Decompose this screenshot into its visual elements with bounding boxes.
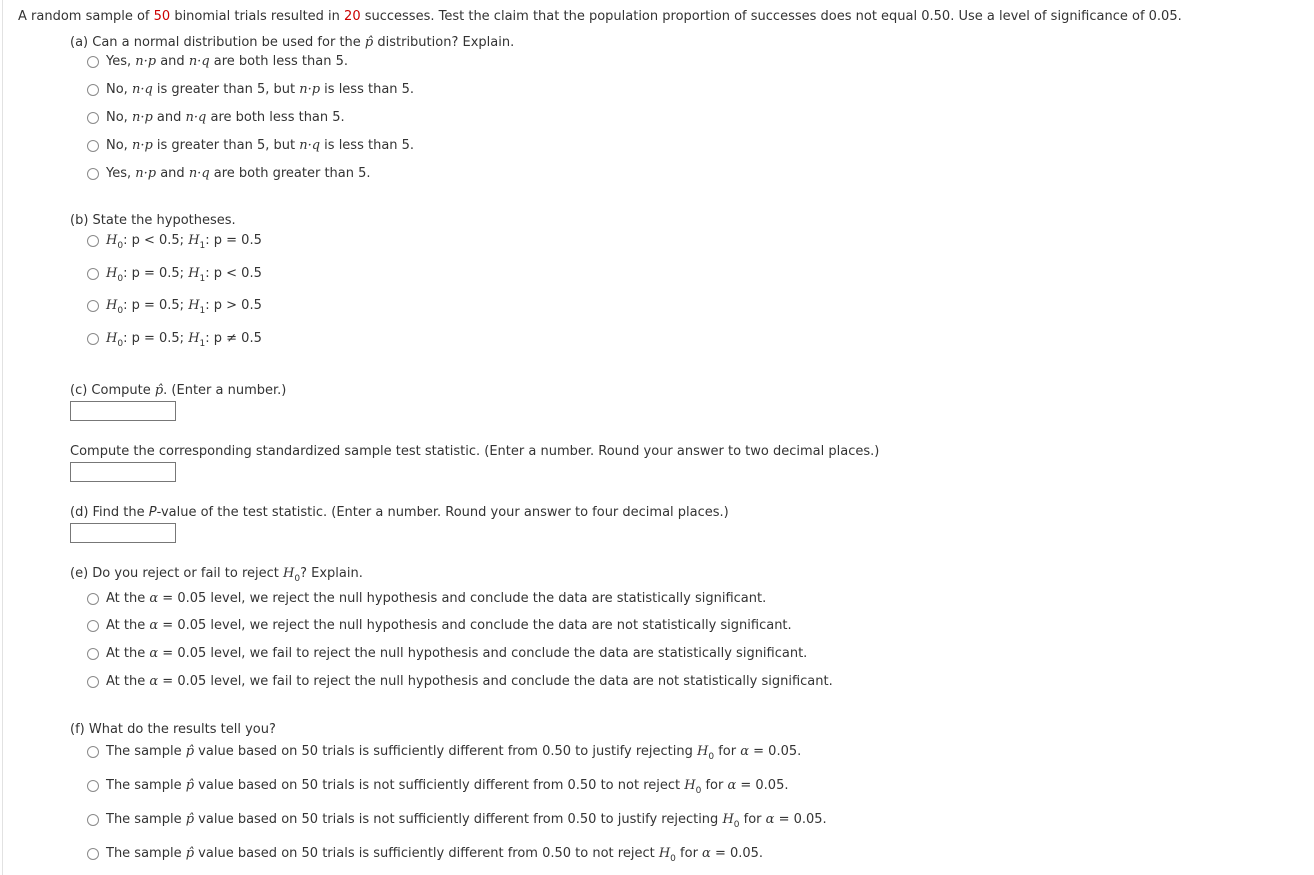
option-label: At the α = 0.05 level, we fail to reject the null hypothesis and conclude the data are not statistically significant. (106, 674, 833, 689)
question-f: (f) What do the results tell you? (70, 722, 276, 737)
option-label: At the α = 0.05 level, we fail to reject the null hypothesis and conclude the data are statistically significant. (106, 646, 808, 661)
option-b-1[interactable] (87, 233, 262, 249)
option-e-1[interactable] (87, 591, 766, 607)
radio-button[interactable] (87, 268, 99, 280)
radio-button[interactable] (87, 235, 99, 247)
radio-button[interactable] (87, 300, 99, 312)
question-e: (e) Do you reject or fail to reject $H_0$? Explain. (70, 566, 363, 584)
option-label: The sample p̂ value based on 50 trials is sufficiently different from 0.50 to not reject $H_0$ for α = 0.05. (106, 846, 764, 864)
option-e-2[interactable] (87, 618, 792, 634)
option-label: At the α = 0.05 level, we reject the null hypothesis and conclude the data are not statistically significant. (106, 618, 792, 633)
question-c-statistic: Compute the corresponding standardized sample test statistic. (Enter a number. Round your answer to two decimal places.) (70, 444, 880, 459)
p-hat-answer-input[interactable] (70, 401, 176, 421)
option-label: At the α = 0.05 level, we reject the null hypothesis and conclude the data are statistically significant. (106, 591, 767, 606)
radio-button[interactable] (87, 140, 99, 152)
test-statistic-input[interactable] (70, 462, 176, 482)
option-label: $H_0$: p = 0.5; $H_1$: p > 0.5 (106, 298, 262, 316)
p-hat-symbol: p̂ (154, 383, 164, 398)
option-label: No, n·q is greater than 5, but n·p is less than 5. (106, 82, 415, 97)
radio-button[interactable] (87, 593, 99, 605)
option-a-1[interactable] (87, 54, 348, 70)
option-label: No, n·p and n·q are both less than 5. (106, 110, 345, 125)
option-label: No, n·p is greater than 5, but n·q is less than 5. (106, 138, 415, 153)
successes-count: 20 (344, 9, 361, 24)
radio-button[interactable] (87, 333, 99, 345)
problem-statement (18, 9, 1182, 25)
radio-button[interactable] (87, 112, 99, 124)
left-border (2, 0, 3, 875)
intro-text-2: binomial trials resulted in (170, 9, 345, 24)
question-d: (d) Find the P-value of the test statistic. (Enter a number. Round your answer to four decimal places.) (70, 505, 729, 520)
p-hat-symbol: p̂ (364, 35, 374, 50)
option-label: The sample p̂ value based on 50 trials is not sufficiently different from 0.50 to not reject $H_0$ for α = 0.05. (106, 778, 789, 796)
option-label: The sample p̂ value based on 50 trials is not sufficiently different from 0.50 to justify rejecting $H_0$ for α = 0.05. (106, 812, 827, 830)
radio-button[interactable] (87, 168, 99, 180)
option-b-4[interactable] (87, 331, 262, 347)
option-f-1[interactable] (87, 744, 801, 760)
option-f-2[interactable] (87, 778, 789, 794)
option-b-2[interactable] (87, 266, 262, 282)
question-a-text-end: distribution? Explain. (373, 35, 515, 50)
radio-button[interactable] (87, 648, 99, 660)
option-f-3[interactable] (87, 812, 827, 828)
option-label: The sample p̂ value based on 50 trials is sufficiently different from 0.50 to justify rejecting $H_0$ for α = 0.05. (106, 744, 802, 762)
option-label: $H_0$: p < 0.5; $H_1$: p = 0.5 (106, 233, 262, 251)
question-a-text: (a) Can a normal distribution be used for the (70, 35, 365, 50)
p-value-input[interactable] (70, 523, 176, 543)
radio-button[interactable] (87, 746, 99, 758)
option-f-4[interactable] (87, 846, 763, 862)
option-a-2[interactable] (87, 82, 414, 98)
option-label: $H_0$: p = 0.5; $H_1$: p < 0.5 (106, 266, 262, 284)
option-a-4[interactable] (87, 138, 414, 154)
intro-text-3: successes. Test the claim that the population proportion of successes does not equal 0.50. Use a level of significance of 0.05. (360, 9, 1182, 24)
radio-button[interactable] (87, 56, 99, 68)
option-e-4[interactable] (87, 674, 833, 690)
trials-count: 50 (153, 9, 171, 24)
option-a-5[interactable] (87, 166, 371, 182)
radio-button[interactable] (87, 814, 99, 826)
option-label: Yes, n·p and n·q are both less than 5. (106, 54, 348, 69)
option-label: Yes, n·p and n·q are both greater than 5. (106, 166, 371, 181)
question-c: (c) Compute p̂. (Enter a number.) (70, 383, 287, 398)
intro-text-1: A random sample of (18, 9, 154, 24)
radio-button[interactable] (87, 848, 99, 860)
question-a (70, 35, 514, 51)
option-e-3[interactable] (87, 646, 807, 662)
radio-button[interactable] (87, 780, 99, 792)
option-b-3[interactable] (87, 298, 262, 314)
option-label: $H_0$: p = 0.5; $H_1$: p ≠ 0.5 (106, 331, 262, 349)
question-b: (b) State the hypotheses. (70, 213, 236, 228)
option-a-3[interactable] (87, 110, 345, 126)
radio-button[interactable] (87, 620, 99, 632)
radio-button[interactable] (87, 84, 99, 96)
radio-button[interactable] (87, 676, 99, 688)
